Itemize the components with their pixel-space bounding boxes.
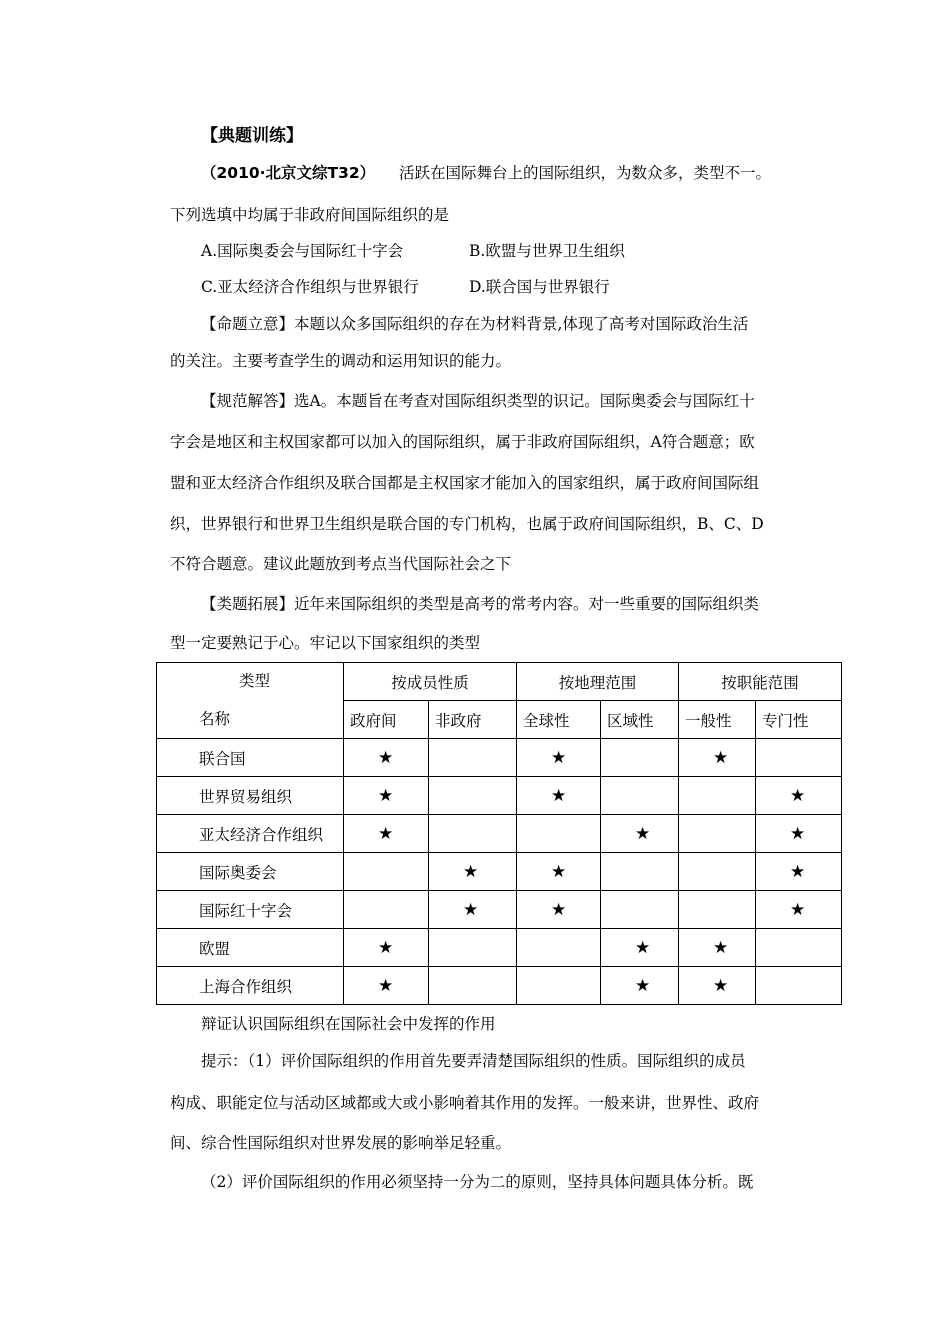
cell-mark — [344, 853, 429, 891]
hint-line3: 间、综合性国际组织对世界发展的影响举足轻重。 — [170, 1134, 512, 1152]
cell-mark — [756, 967, 842, 1005]
question-stem-line1: 活跃在国际舞台上的国际组织，为数众多，类型不一。 — [399, 164, 772, 182]
cell-mark: ★ — [429, 853, 517, 891]
cell-mark — [679, 891, 756, 929]
group-header-membership: 按成员性质 — [344, 663, 517, 701]
point2-line: （2）评价国际组织的作用必须坚持一分为二的原则，坚持具体问题具体分析。既 — [201, 1173, 754, 1191]
cell-mark — [756, 929, 842, 967]
hint-line2: 构成、职能定位与活动区域都或大或小影响着其作用的发挥。一般来讲，世界性、政府 — [170, 1094, 760, 1112]
subheader-specialized: 专门性 — [756, 701, 842, 739]
cell-mark: ★ — [429, 891, 517, 929]
row-name: 联合国 — [157, 739, 344, 777]
cell-mark — [601, 739, 679, 777]
cell-mark: ★ — [756, 853, 842, 891]
row-name: 国际奥委会 — [157, 853, 344, 891]
option-b: B.欧盟与世界卫生组织 — [469, 242, 625, 260]
cell-mark: ★ — [517, 853, 601, 891]
cell-mark: ★ — [344, 777, 429, 815]
cell-mark: ★ — [679, 929, 756, 967]
row-name: 国际红十字会 — [157, 891, 344, 929]
table-row — [157, 891, 842, 929]
option-c: C.亚太经济合作组织与世界银行 — [201, 278, 419, 296]
section-title: 【典题训练】 — [201, 126, 303, 146]
group-header-function: 按职能范围 — [679, 663, 842, 701]
answer-line1: 【规范解答】选A。本题旨在考查对国际组织类型的识记。国际奥委会与国际红十 — [201, 392, 755, 410]
table-row — [157, 853, 842, 891]
option-a: A.国际奥委会与国际红十字会 — [201, 242, 404, 260]
answer-line3: 盟和亚太经济合作组织及联合国都是主权国家才能加入的国家组织，属于政府间国际组 — [170, 474, 760, 492]
cell-mark: ★ — [601, 929, 679, 967]
extension-line2: 型一定要熟记于心。牢记以下国家组织的类型 — [170, 634, 481, 652]
cell-mark: ★ — [517, 777, 601, 815]
cell-mark: ★ — [679, 967, 756, 1005]
table-row — [157, 739, 842, 777]
cell-mark — [429, 967, 517, 1005]
cell-mark: ★ — [344, 929, 429, 967]
group-header-geography: 按地理范围 — [517, 663, 679, 701]
corner-type-label: 类型 — [239, 672, 271, 690]
cell-mark: ★ — [344, 967, 429, 1005]
answer-line4: 织，世界银行和世界卫生组织是联合国的专门机构，也属于政府间国际组织，B、C、D — [170, 515, 764, 533]
table-row — [157, 929, 842, 967]
cell-mark — [517, 815, 601, 853]
row-name: 欧盟 — [157, 929, 344, 967]
row-name: 上海合作组织 — [157, 967, 344, 1005]
cell-mark — [517, 929, 601, 967]
cell-mark: ★ — [756, 815, 842, 853]
option-d: D.联合国与世界银行 — [469, 278, 610, 296]
cell-mark — [601, 777, 679, 815]
cell-mark: ★ — [756, 777, 842, 815]
cell-mark — [344, 891, 429, 929]
answer-line5: 不符合题意。建议此题放到考点当代国际社会之下 — [170, 555, 512, 573]
intent-line1: 【命题立意】本题以众多国际组织的存在为材料背景,体现了高考对国际政治生活 — [201, 315, 749, 333]
table-row — [157, 967, 842, 1005]
cell-mark — [429, 815, 517, 853]
subheader-intergovernmental: 政府间 — [344, 701, 429, 739]
cell-mark — [679, 815, 756, 853]
cell-mark: ★ — [344, 739, 429, 777]
table-row — [157, 777, 842, 815]
cell-mark — [679, 853, 756, 891]
cell-mark: ★ — [756, 891, 842, 929]
table-row — [157, 815, 842, 853]
extension-line1: 【类题拓展】近年来国际组织的类型是高考的常考内容。对一些重要的国际组织类 — [201, 595, 760, 613]
cell-mark — [601, 891, 679, 929]
cell-mark: ★ — [517, 739, 601, 777]
cell-mark: ★ — [344, 815, 429, 853]
cell-mark: ★ — [517, 891, 601, 929]
row-name: 亚太经济合作组织 — [157, 815, 344, 853]
subheader-regional: 区域性 — [601, 701, 679, 739]
corner-name-label: 名称 — [199, 710, 231, 728]
cell-mark — [517, 967, 601, 1005]
cell-mark — [429, 739, 517, 777]
cell-mark — [756, 739, 842, 777]
question-stem-line2: 下列选填中均属于非政府间国际组织的是 — [170, 206, 450, 224]
org-type-table — [156, 662, 842, 1005]
question-source: （2010·北京文综T32） — [201, 164, 376, 182]
subheader-global: 全球性 — [517, 701, 601, 739]
hint-line1: 提示：（1）评价国际组织的作用首先要弄清楚国际组织的性质。国际组织的成员 — [201, 1052, 746, 1070]
row-name: 世界贸易组织 — [157, 777, 344, 815]
dialectic-title: 辩证认识国际组织在国际社会中发挥的作用 — [201, 1015, 496, 1033]
intent-line2: 的关注。主要考查学生的调动和运用知识的能力。 — [170, 352, 512, 370]
table-corner-cell — [157, 663, 344, 739]
subheader-general: 一般性 — [679, 701, 756, 739]
cell-mark — [601, 853, 679, 891]
cell-mark — [679, 777, 756, 815]
answer-line2: 字会是地区和主权国家都可以加入的国际组织，属于非政府国际组织，A符合题意；欧 — [170, 433, 755, 451]
cell-mark — [429, 777, 517, 815]
cell-mark: ★ — [601, 967, 679, 1005]
cell-mark — [429, 929, 517, 967]
table-header-row — [157, 663, 842, 701]
subheader-nongovernmental: 非政府 — [429, 701, 517, 739]
cell-mark: ★ — [601, 815, 679, 853]
cell-mark: ★ — [679, 739, 756, 777]
